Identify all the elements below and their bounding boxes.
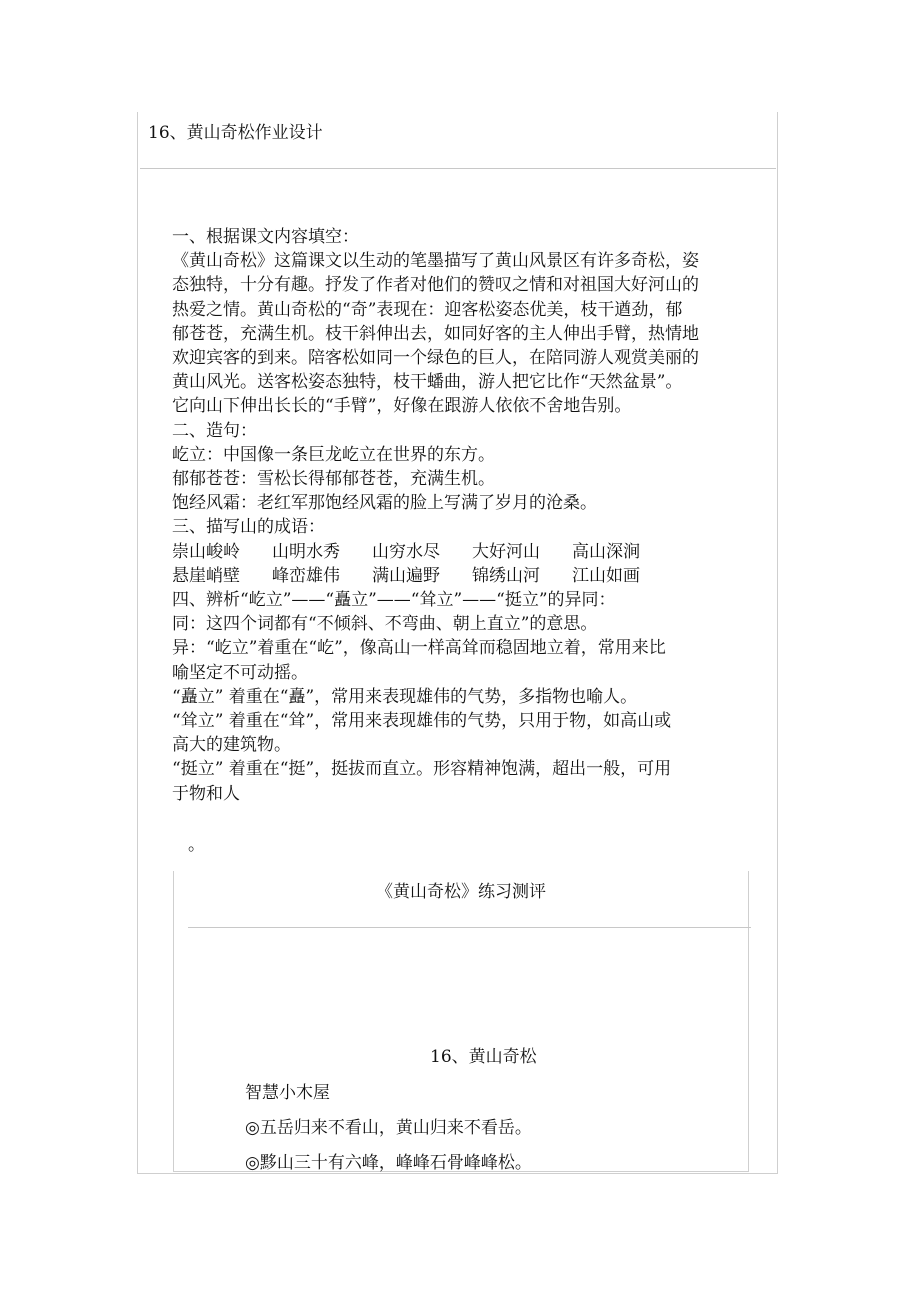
text-line: “挺立” 着重在“挺”，挺拔而直立。形容精神饱满，超出一般，可用	[172, 759, 672, 780]
exercise-line: 智慧小木屋	[245, 1083, 330, 1103]
trailing-period: 。	[188, 835, 205, 855]
exercise-lines	[245, 1076, 532, 1181]
text-line: 三、描写山的成语：	[172, 517, 325, 538]
text-line: 欢迎宾客的到来。陪客松如同一个绿色的巨人，在陪同游人观赏美丽的	[172, 348, 699, 369]
idiom: 满山遍野	[372, 565, 440, 586]
idiom: 高山深涧	[572, 541, 640, 562]
idiom-row	[172, 564, 762, 588]
idiom: 山穷水尽	[372, 541, 440, 562]
exercise-divider	[188, 927, 751, 928]
exercise-title: 《黄山奇松》练习测评	[376, 882, 546, 902]
text-line: 郁苍苍，充满生机。枝干斜伸出去，如同好客的主人伸出手臂，热情地	[172, 323, 699, 344]
text-line: 《黄山奇松》这篇课文以生动的笔墨描写了黄山风景区有许多奇松，姿	[172, 251, 699, 272]
text-line: 四、辨析“屹立”——“矗立”——“耸立”——“挺立”的异同：	[172, 590, 616, 611]
document-body	[172, 225, 762, 806]
text-line: 热爱之情。黄山奇松的“奇”表现在：迎客松姿态优美，枝干遒劲，郁	[172, 299, 683, 320]
text-line: 二、造句：	[172, 420, 257, 441]
text-line: 于物和人	[172, 783, 240, 804]
idiom: 大好河山	[472, 541, 540, 562]
text-line: 郁郁苍苍：雪松长得郁郁苍苍，充满生机。	[172, 469, 495, 490]
text-line: 高大的建筑物。	[172, 735, 291, 756]
text-line: 它向山下伸出长长的“手臂”，好像在跟游人依依不舍地告别。	[172, 396, 632, 417]
idiom: 江山如画	[572, 565, 640, 586]
idiom-row	[172, 540, 762, 564]
exercise-line: ◎黟山三十有六峰，峰峰石骨峰峰松。	[245, 1153, 532, 1173]
text-line: 屹立：中国像一条巨龙屹立在世界的东方。	[172, 444, 495, 465]
exercise-line: ◎五岳归来不看山，黄山归来不看岳。	[245, 1118, 532, 1138]
text-line: “耸立” 着重在“耸”，常用来表现雄伟的气势，只用于物，如高山或	[172, 711, 672, 732]
text-line: 一、根据课文内容填空：	[172, 227, 359, 247]
idiom: 悬崖峭壁	[172, 565, 240, 586]
idiom: 山明水秀	[272, 541, 340, 562]
text-line: 同：这四个词都有“不倾斜、不弯曲、朝上直立”的意思。	[172, 614, 598, 635]
document-title: 16、黄山奇松作业设计	[148, 123, 323, 143]
exercise-heading: 16、黄山奇松	[430, 1047, 537, 1067]
text-line: 黄山风光。送客松姿态独特，枝干蟠曲，游人把它比作“天然盆景”。	[172, 372, 683, 393]
text-line: 饱经风霜：老红军那饱经风霜的脸上写满了岁月的沧桑。	[172, 493, 597, 514]
text-line: 态独特，十分有趣。抒发了作者对他们的赞叹之情和对祖国大好河山的	[172, 275, 699, 296]
idiom: 锦绣山河	[472, 565, 540, 586]
idiom: 崇山峻岭	[172, 541, 240, 562]
text-line: 异：“屹立”着重在“屹”，像高山一样高耸而稳固地立着，常用来比	[172, 638, 666, 659]
title-divider	[140, 168, 776, 169]
idiom: 峰峦雄伟	[272, 565, 340, 586]
text-line: “矗立” 着重在“矗”，常用来表现雄伟的气势，多指物也喻人。	[172, 686, 638, 707]
text-line: 喻坚定不可动摇。	[172, 662, 308, 683]
